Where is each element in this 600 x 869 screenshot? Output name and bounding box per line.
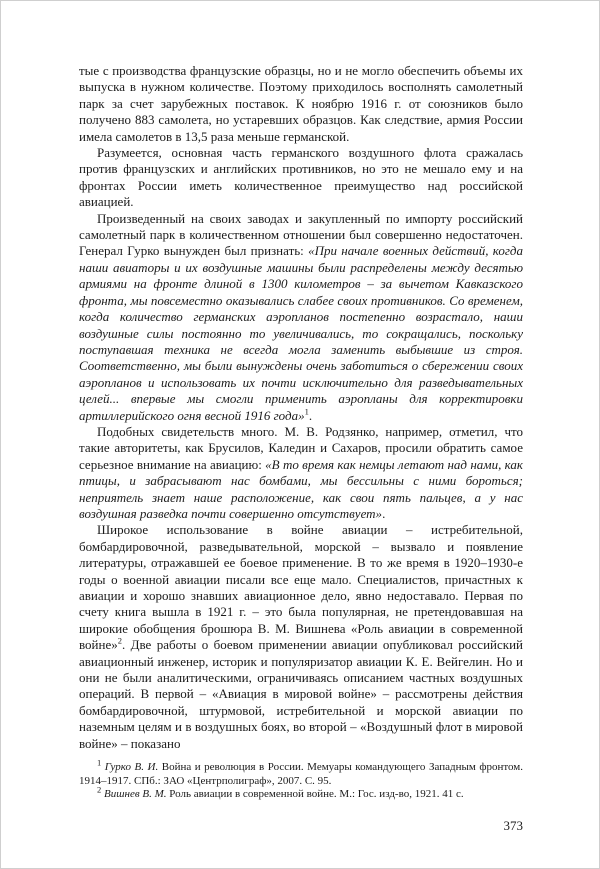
quote-run: «В то время как немцы летают над нами, как птицы, и забрасывают нас бомбами, мы бессильны с ними бороться; неприятель знает наше расположение, как свои пять пальцев, а у нас воздушная разведка почти совершенно отсутствует» — [79, 456, 523, 521]
footnotes-block — [79, 757, 523, 802]
paragraph-5 — [79, 522, 523, 752]
paragraph-4 — [79, 424, 523, 522]
text-block — [79, 63, 523, 834]
paragraph-1 — [79, 63, 523, 145]
text-run: тые с производства французские образцы, но и не могло обеспечить объемы их выпуска в нужном количестве. Поэтому приходилось восполнять самолетный парк за счет зарубежных поставок. К ноябрю 1916 г. от союзников было получено 883 самолета, но устаревших образцов. Как следствие, армия России имела самолетов в 13,5 раза меньше германской. — [79, 63, 523, 144]
text-run: . Две работы о боевом применении авиации опубликовал российский авиационный инженер, историк и популяризатор авиации К. Е. Вейгелин. Но и они не были аналитическими, ограничиваясь описанием частных воздушных операций. В первой – «Авиация в мировой войне» – рассмотрены действия бомбардировочной, штурмовой, истребительной и морской авиации по наземным целям и в воздушных боях, во второй – «Воздушный флот в мировой войне» – показано — [79, 637, 523, 751]
paragraph-3 — [79, 211, 523, 424]
paragraph-2 — [79, 145, 523, 211]
footnote-reference-1: 1 — [304, 406, 309, 417]
footnote-text: Роль авиации в современной войне. М.: Гос. изд-во, 1921. 41 с. — [166, 788, 464, 801]
page-number: 373 — [503, 817, 523, 833]
text-run: Широкое использование в войне авиации – истребительной, бомбардировочной, разведывательной, морской – вызвало и появление литературы, отражавшей ее боевое применение. В то же время в 1920–1930-е годы о военной авиации писали все еще мало. Специалистов, причастных к авиации и хорошо знавших авиационное дело, явно недоставало. Первая по счету книга вышла в 1921 г. – это была популярная, не претендовавшая на широкие обобщения брошюра В. М. Вишнева «Роль авиации в современной войне» — [79, 522, 523, 653]
text-run: . — [382, 505, 386, 521]
footnote-text: Война и революция в России. Мемуары командующего Западным фронтом. 1914–1917. СПб.: ЗАО «Центрполиграф», 2007. С. 95. — [79, 761, 523, 787]
footnote-author: Вишнев В. М. — [101, 788, 167, 801]
quote-run: «При начале военных действий, когда наши авиаторы и их воздушные машины были распределены между десятью армиями на фронте длиной в 1300 километров – за вычетом Кавказского фронта, мы повсеместно оказывались слабее своих противников. Со временем, когда количество германских аэропланов постепенно возрастало, наши воздушные силы постоянно то увеличивались, то сокращались, поскольку поступавшая техника не всегда могла заменить выбывшие из строя. Соответственно, мы были вынуждены очень заботиться о сбережении своих аэропланов и использовать их почти исключительно для разведывательных целей... впервые мы смогли применить аэропланы для корректировки артиллерийского огня весной 1916 года» — [79, 243, 523, 423]
footnote-author: Гурко В. И. — [101, 761, 159, 774]
text-run: . — [308, 407, 313, 423]
text-run: Произведенный на своих заводах и закупленный по импорту российский самолетный парк в количественном отношении был совершенно недостаточен. Генерал Гурко вынужден был признать: — [79, 210, 523, 259]
footnote-reference-2: 2 — [117, 635, 122, 646]
footnote-2 — [79, 784, 523, 802]
footnote-marker: 1 — [97, 757, 102, 768]
text-run: Разумеется, основная часть германского воздушного флота сражалась против французских и английских противников, но это не мешало ему и на фронтах России иметь количественное преимущество над российской авиацией. — [79, 145, 523, 210]
text-run: Подобных свидетельств много. М. В. Родзянко, например, отметил, что такие авторитеты, как Брусилов, Каледин и Сахаров, просили обратить самое серьезное внимание на авиацию: — [79, 423, 523, 472]
footnote-1 — [79, 757, 523, 788]
footnote-marker: 2 — [97, 784, 102, 795]
